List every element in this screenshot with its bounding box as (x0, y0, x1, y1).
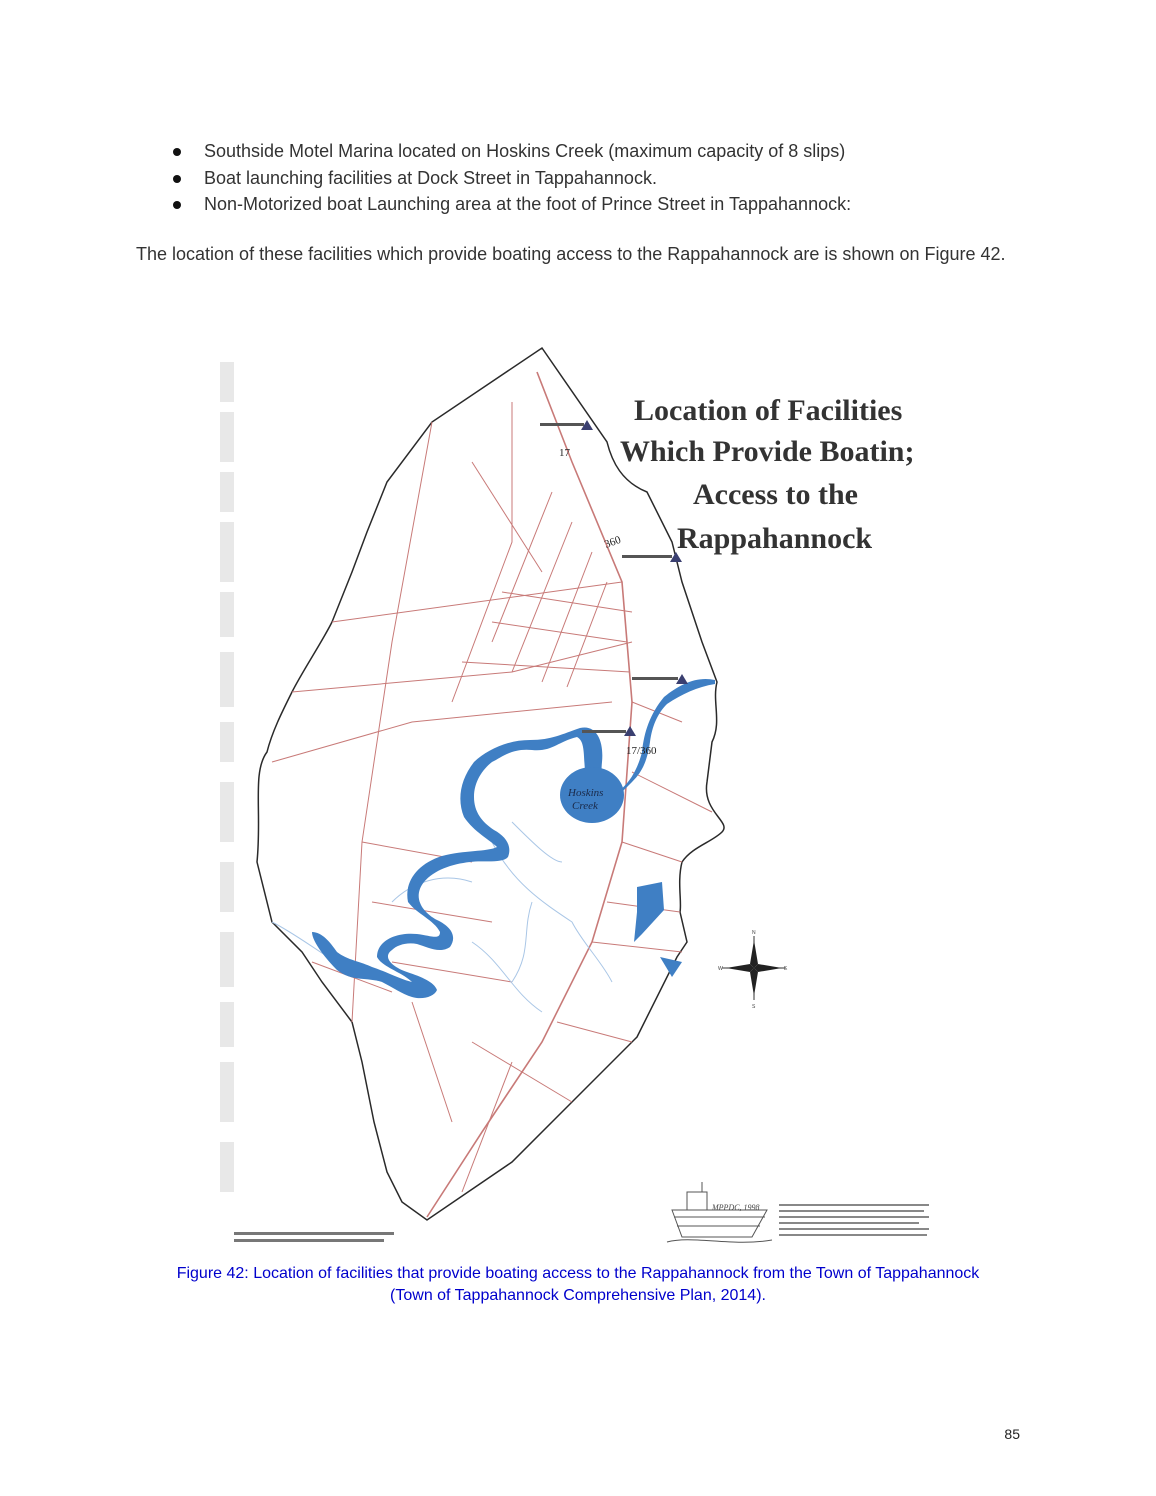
route-label: 360 (602, 533, 623, 551)
bullet-icon (173, 175, 181, 183)
route-label: 17/360 (626, 745, 657, 757)
list-item (170, 191, 851, 218)
map-image (212, 342, 957, 1247)
bullet-text: Boat launching facilities at Dock Street in Tappahannock. (204, 167, 657, 188)
bullet-text: Non-Motorized boat Launching area at the foot of Prince Street in Tappahannock: (204, 194, 852, 214)
caption-line: Figure 42: Location of facilities that provide boating access to the Rappahannock from the Town of Tappahannock (176, 1265, 980, 1282)
map-title-line: Access to the (693, 478, 858, 511)
creek-label: Creek (572, 800, 598, 812)
route-label: 17 (559, 447, 570, 459)
agency-label: MPPDC, 1998 (712, 1203, 760, 1212)
compass-rose (718, 930, 788, 1010)
compass-label-n: N (752, 930, 756, 936)
page-number: 85 (1004, 1426, 1020, 1442)
bullet-text: Southside Motel Marina located on Hoskins Creek (maximum capacity of 8 slips) (204, 141, 846, 161)
bullet-icon (173, 148, 181, 156)
map-figure (212, 342, 957, 1247)
map-title-line: Location of Facilities (634, 394, 903, 427)
map-title-line: Which Provide Boatin; (620, 435, 915, 468)
funding-note (234, 1232, 394, 1242)
compass-label-w: W (718, 966, 723, 972)
bullet-list (170, 138, 851, 218)
agency-logo (667, 1182, 772, 1242)
creek-label: Hoskins (568, 787, 604, 799)
list-item (170, 165, 851, 192)
scan-artifact (220, 362, 234, 1192)
list-item (170, 138, 851, 165)
town-boundary (257, 348, 724, 1220)
map-title-line: Rappahannock (677, 522, 873, 555)
caption-line: (Town of Tappahannock Comprehensive Plan, 2014). (390, 1287, 766, 1304)
bullet-icon (173, 201, 181, 209)
compass-label-e: E (784, 966, 788, 972)
compass-label-s: S (752, 1004, 756, 1010)
agency-note (779, 1204, 929, 1236)
figure-caption (120, 1263, 1036, 1307)
intro-paragraph: The location of these facilities which provide boating access to the Rappahannock are is shown on Figure 42. (136, 244, 1006, 264)
